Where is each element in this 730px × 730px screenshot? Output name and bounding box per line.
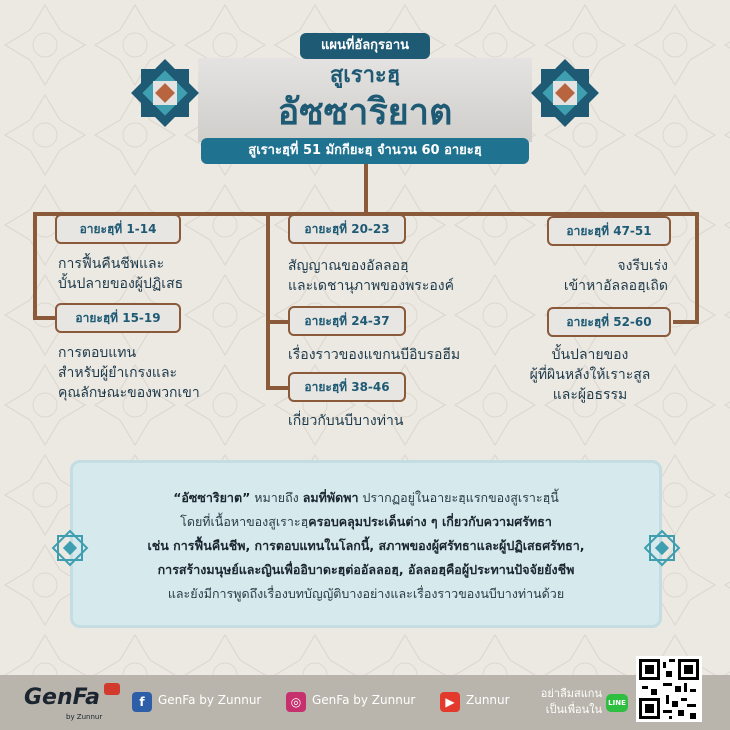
info-box bbox=[70, 460, 662, 628]
title-panel bbox=[198, 58, 532, 142]
ayah-range-tag: อายะฮฺที่ 47-51 bbox=[547, 216, 671, 246]
section-description: เกี่ยวกับนบีบางท่าน bbox=[288, 413, 404, 429]
surah-prefix: สูเราะฮฺ bbox=[329, 63, 401, 88]
footer-bar bbox=[0, 675, 730, 730]
map-label: แผนที่อัลกุรอาน bbox=[300, 33, 430, 59]
instagram-icon[interactable]: ◎ bbox=[286, 692, 306, 712]
genfa-logo[interactable]: GenFa bbox=[24, 685, 100, 710]
qr-code-icon[interactable] bbox=[636, 656, 702, 722]
info-ornament-left-icon bbox=[50, 528, 90, 568]
info-line-3: เช่น การฟื้นคืนชีพ, การตอบแทนในโลกนี้, สภาพของผู้ศรัทธาและผู้ปฏิเสธศรัทธา, bbox=[147, 538, 585, 553]
ayah-range-tag: อายะฮฺที่ 38-46 bbox=[288, 372, 406, 402]
connector-left-vertical bbox=[33, 212, 37, 320]
surah-info: สูเราะฮฺที่ 51 มักกียะฮฺ จำนวน 60 อายะฮฺ bbox=[201, 138, 529, 164]
ayah-range-tag: อายะฮฺที่ 20-23 bbox=[288, 214, 406, 244]
line-invite-text: อย่าลืมสแกน เป็นเพื่อนใน bbox=[540, 687, 602, 716]
islamic-star-ornament-icon bbox=[128, 56, 202, 130]
facebook-link[interactable]: GenFa by Zunnur bbox=[158, 693, 262, 707]
section-description: เรื่องราวของแขกนบีอิบรอฮีม bbox=[288, 347, 461, 363]
info-line-4: การสร้างมนุษย์และญินเพื่ออิบาดะฮฺต่ออัลลอฮฺ, อัลลอฮฺคือผู้ประทานปัจจัยยังชีพ bbox=[157, 562, 575, 577]
logo-badge-icon bbox=[104, 683, 120, 695]
ayah-range-tag: อายะฮฺที่ 15-19 bbox=[55, 303, 181, 333]
connector-mid-branch-1 bbox=[266, 320, 288, 324]
connector-mid-vertical bbox=[266, 212, 270, 390]
ayah-range-tag: อายะฮฺที่ 24-37 bbox=[288, 306, 406, 336]
info-ornament-right-icon bbox=[642, 528, 682, 568]
section-description: จงรีบเร่ง เข้าหาอัลลอฮฺเถิด bbox=[563, 258, 668, 294]
section-description: สัญญาณของอัลลอฮฺ และเดชานุภาพของพระองค์ bbox=[288, 258, 454, 294]
connector-left-branch bbox=[33, 316, 55, 320]
line-app-icon[interactable]: LINE bbox=[606, 694, 628, 712]
islamic-star-ornament-icon bbox=[528, 56, 602, 130]
section-description: การฟื้นคืนชีพและ บั้นปลายของผู้ปฏิเสธ bbox=[58, 256, 184, 292]
info-line-5: และยังมีการพูดถึงเรื่องบทบัญญัติบางอย่างและเรื่องราวของนบีบางท่านด้วย bbox=[167, 586, 565, 601]
youtube-link[interactable]: Zunnur bbox=[466, 693, 510, 707]
section-description: การตอบแทน สำหรับผู้ยำเกรงและ คุณลักษณะของพวกเขา bbox=[58, 345, 200, 401]
connector-stem bbox=[364, 164, 368, 214]
connector-right-vertical bbox=[695, 212, 699, 324]
section-description: บั้นปลายของ ผู้ที่ผินหลังให้เราะสูล และผู้อธรรม bbox=[529, 347, 651, 403]
connector-mid-branch-2 bbox=[266, 386, 288, 390]
surah-name: อัซซาริยาต bbox=[277, 92, 453, 133]
logo-subtitle: by Zunnur bbox=[66, 713, 103, 721]
facebook-icon[interactable]: f bbox=[132, 692, 152, 712]
info-line-1: “อัซซาริยาต” หมายถึง ลมที่พัดพา ปรากฏอยู่ในอายะฮฺแรกของสูเราะฮฺนี้ bbox=[173, 490, 559, 505]
info-line-2: โดยที่เนื้อหาของสูเราะฮฺครอบคลุมประเด็นต่าง ๆ เกี่ยวกับความศรัทธา bbox=[180, 514, 552, 529]
instagram-link[interactable]: GenFa by Zunnur bbox=[312, 693, 416, 707]
ayah-range-tag: อายะฮฺที่ 52-60 bbox=[547, 307, 671, 337]
youtube-icon[interactable]: ▶ bbox=[440, 692, 460, 712]
connector-right-branch bbox=[673, 320, 697, 324]
ayah-range-tag: อายะฮฺที่ 1-14 bbox=[55, 214, 181, 244]
